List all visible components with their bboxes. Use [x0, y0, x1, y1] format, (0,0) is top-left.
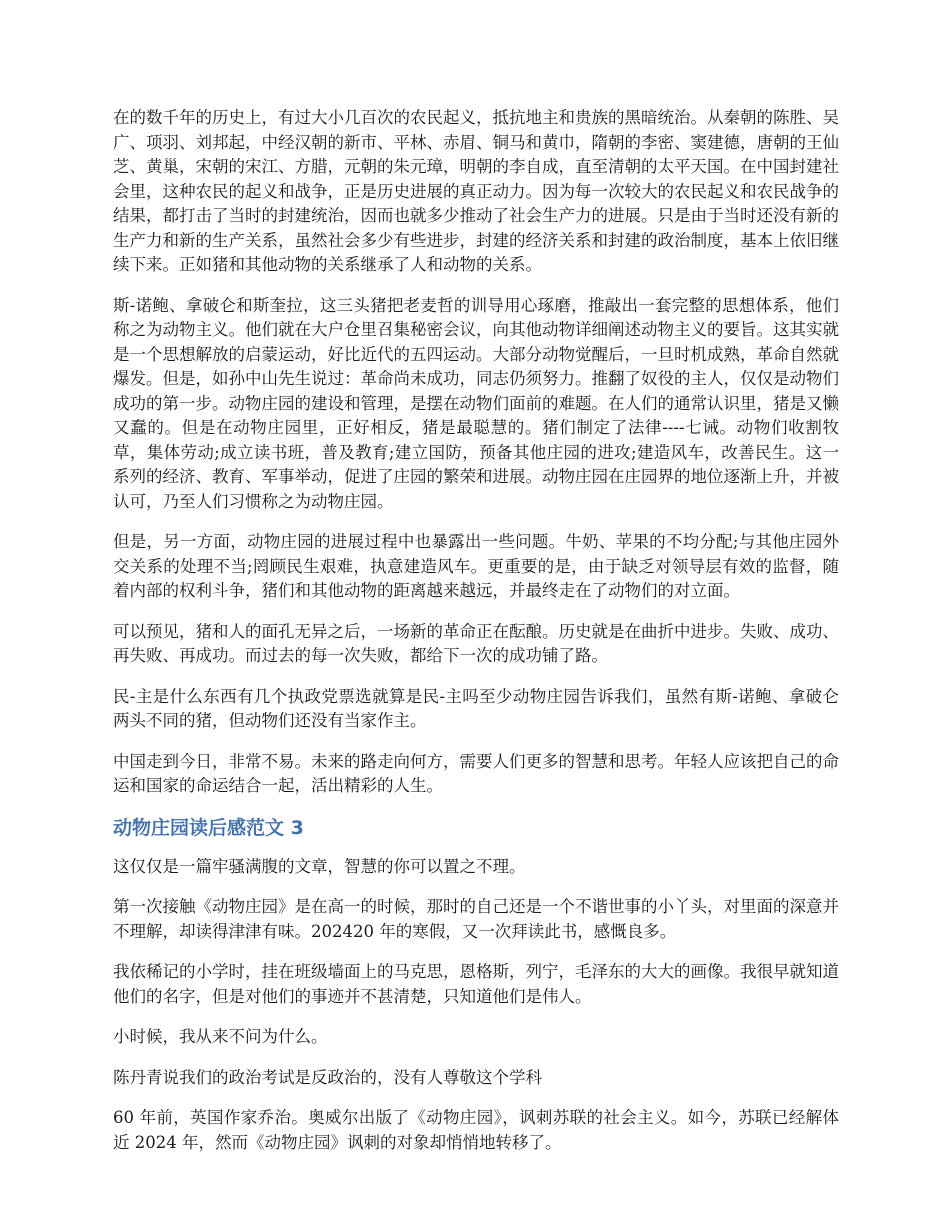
paragraph: 小时候，我从来不问为什么。 [113, 1027, 328, 1046]
paragraph: 斯-诺鲍、拿破仑和斯奎拉，这三头猪把老麦哲的训导用心琢磨，推敲出一套完整的思想体系，他们称之为动物主义。他们就在大户仓里召集秘密会议，向其他动物详细阐述动物主义的要旨。这其实就是一个思想解放的启蒙运动，好比近代的五四运动。大部分动物觉醒后，一旦时机成熟，革命自然就爆发。但是，如孙中山先生说过：革命尚未成功，同志仍须努力。推翻了奴役的主人，仅仅是动物们成功的第一步。动物庄园的建设和管理，是摆在动物们面前的难题。在人们的通常认识里，猪是又懒又蠢的。但是在动物庄园里，正好相反，猪是最聪慧的。猪们制定了法律----七诫。动物们收割牧草，集体劳动;成立读书班，普及教育;建立国防，预备其他庄园的进攻;建造风车，改善民生。这一系列的经济、教育、军事举动，促进了庄园的繁荣和进展。动物庄园在庄园界的地位逐渐上升，并被认可，乃至人们习惯称之为动物庄园。 [113, 295, 839, 511]
paragraph: 但是，另一方面，动物庄园的进展过程中也暴露出一些问题。牛奶、苹果的不均分配;与其他庄园外交关系的处理不当;罔顾民生艰难，执意建造风车。更重要的是，由于缺乏对领导层有效的监督，随着内部的权利斗争，猪们和其他动物的距离越来越远，并最终走在了动物们的对立面。 [113, 532, 839, 600]
paragraph: 陈丹青说我们的政治考试是反政治的，没有人尊敬这个学科 [113, 1067, 542, 1087]
paragraph: 这仅仅是一篇牢骚满腹的文章，智慧的你可以置之不理。 [113, 856, 526, 876]
paragraph: 民-主是什么东西有几个执政党票选就算是民-主吗至少动物庄园告诉我们，虽然有斯-诺鲍、拿破仑两头不同的猪，但动物们还没有当家作主。 [113, 686, 839, 730]
paragraph: 我依稀记的小学时，挂在班级墙面上的马克思，恩格斯，列宁，毛泽东的大大的画像。我很早就知道他们的名字，但是对他们的事迹并不甚清楚，只知道他们是伟人。 [113, 962, 839, 1006]
document-page [113, 106, 839, 1171]
paragraph: 60 年前，英国作家乔治。奥威尔出版了《动物庄园》，讽刺苏联的社会主义。如今，苏联已经解体近 2024 年，然而《动物庄园》讽刺的对象却悄悄地转移了。 [113, 1108, 839, 1152]
paragraph: 可以预见，猪和人的面孔无异之后，一场新的革命正在酝酿。历史就是在曲折中进步。失败、成功、再失败、再成功。而过去的每一次失败，都给下一次的成功铺了路。 [113, 621, 839, 665]
paragraph: 中国走到今日，非常不易。未来的路走向何方，需要人们更多的智慧和思考。年轻人应该把自己的命运和国家的命运结合一起，活出精彩的人生。 [113, 751, 839, 795]
section-heading: 动物庄园读后感范文 3 [113, 816, 304, 839]
paragraph: 第一次接触《动物庄园》是在高一的时候，那时的自己还是一个不谐世事的小丫头，对里面的深意并不理解，却读得津津有味。202420 年的寒假，又一次拜读此书，感慨良多。 [113, 897, 839, 941]
paragraph: 在的数千年的历史上，有过大小几百次的农民起义，抵抗地主和贵族的黑暗统治。从秦朝的陈胜、吴广、项羽、刘邦起，中经汉朝的新市、平林、赤眉、铜马和黄巾，隋朝的李密、窦建德，唐朝的王仙芝、黄巢，宋朝的宋江、方腊，元朝的朱元璋，明朝的李自成，直至清朝的太平天国。在中国封建社会里，这种农民的起义和战争，正是历史进展的真正动力。因为每一次较大的农民起义和农民战争的结果，都打击了当时的封建统治，因而也就多少推动了社会生产力的进展。只是由于当时还没有新的生产力和新的生产关系，虽然社会多少有些进步，封建的经济关系和封建的政治制度，基本上依旧继续下来。正如猪和其他动物的关系继承了人和动物的关系。 [113, 108, 839, 274]
